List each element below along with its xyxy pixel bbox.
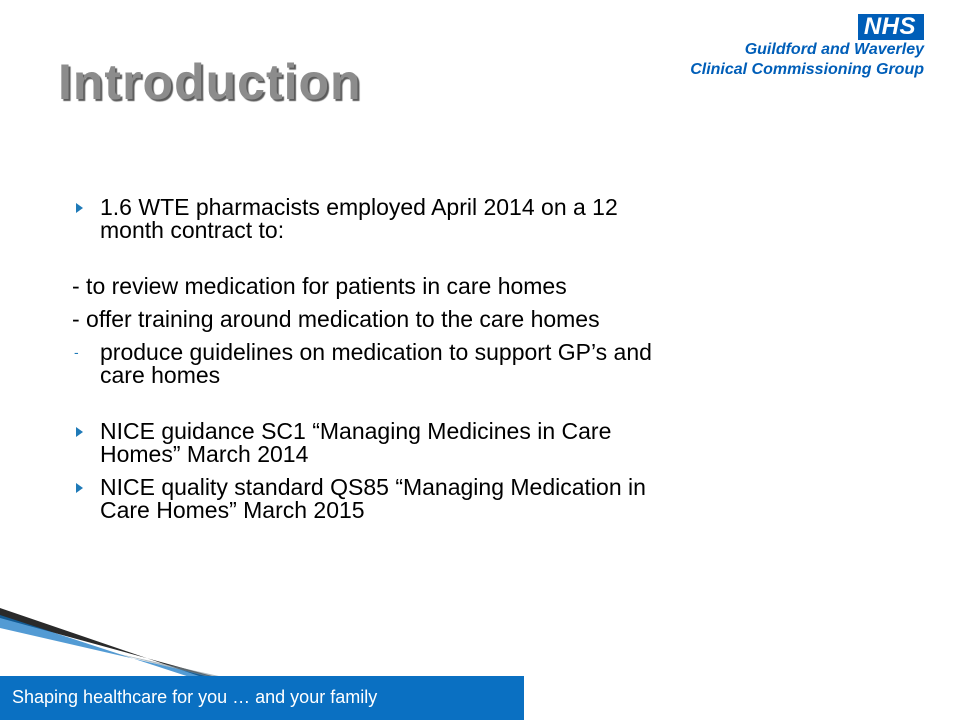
bullet-line: NICE guidance SC1 “Managing Medicines in Care xyxy=(100,418,612,444)
bullet-item xyxy=(72,341,852,387)
arrow-bullet-icon xyxy=(76,427,83,437)
dash-bullet-icon: - xyxy=(74,344,79,360)
nhs-badge: NHS xyxy=(858,14,924,40)
bullet-item xyxy=(72,196,852,242)
logo-org-line-2: Clinical Commissioning Group xyxy=(690,61,924,78)
bullet-item xyxy=(72,476,852,522)
bullet-line: Homes” March 2014 xyxy=(100,441,309,467)
bullet-line: care homes xyxy=(100,362,221,388)
nhs-logo xyxy=(690,14,924,80)
footer-tagline: Shaping healthcare for you … and your family xyxy=(12,687,378,707)
dash-item: - to review medication for patients in care homes xyxy=(72,273,567,299)
arrow-bullet-icon xyxy=(76,203,83,213)
bullet-line: produce guidelines on medication to support GP’s and xyxy=(100,339,652,365)
slide-content xyxy=(72,196,852,522)
arrow-bullet-icon xyxy=(76,483,83,493)
dash-item: - offer training around medication to the care homes xyxy=(72,306,600,332)
logo-org-line-1: Guildford and Waverley xyxy=(744,41,924,58)
bullet-line: Care Homes” March 2015 xyxy=(100,497,365,523)
bullet-item xyxy=(72,420,852,466)
bullet-line: 1.6 WTE pharmacists employed April 2014 on a 12 xyxy=(100,194,618,220)
bullet-line: NICE quality standard QS85 “Managing Medication in xyxy=(100,474,646,500)
bullet-line: month contract to: xyxy=(100,217,285,243)
slide-title: Introduction xyxy=(58,54,362,110)
